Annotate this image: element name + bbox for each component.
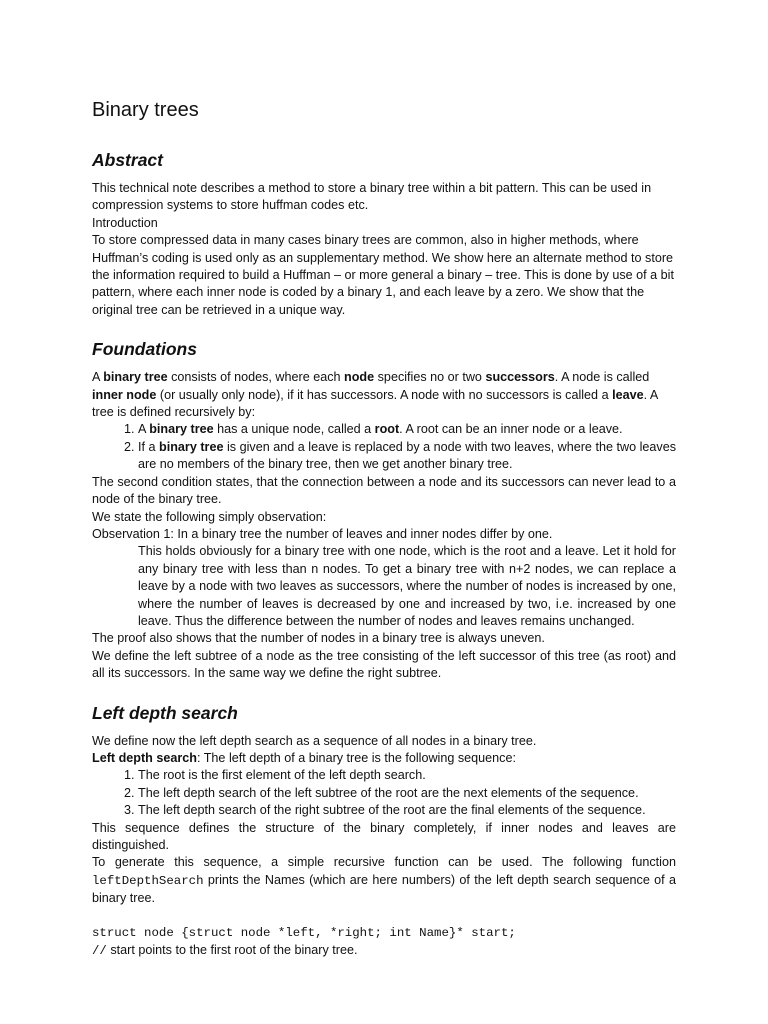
abstract-heading: Abstract	[92, 150, 163, 170]
observation-proof: This holds obviously for a binary tree with one node, which is the root and a leave. Let it hold for any binary tree with less than n nodes. To get a binary tree with n+2 nodes, we can replace a leave by a node with two leaves as successors, where the number of nodes is increased by one, where the number of leaves is decreased by one and increased by two, i.e. increased by one leave. Thus the difference between the number of nodes and leaves remains unchanged.	[138, 544, 676, 628]
function-paragraph: To generate this sequence, a simple recursive function can be used. The following function leftDepthSearch prints the Names (which are here numbers) of the left depth search sequence of a binary tree.	[92, 855, 676, 906]
left-depth-intro: We define now the left depth search as a sequence of all nodes in a binary tree.	[92, 733, 537, 748]
second-condition-paragraph: The second condition states, that the connection between a node and its successors can never lead to a node of the binary tree.	[92, 474, 676, 507]
subtree-definition: We define the left subtree of a node as the tree consisting of the left successor of this tree (as root) and all its successors. In the same way we define the right subtree.	[92, 648, 676, 681]
list-item: 2. If a binary tree is given and a leave is replaced by a node with two leaves, where the two leaves are no members of the binary tree, then we get another binary tree.	[138, 439, 676, 474]
foundations-section	[92, 369, 676, 682]
document-title: Binary trees	[92, 99, 199, 121]
left-depth-heading: Left depth search	[92, 702, 238, 723]
sequence-paragraph: This sequence defines the structure of the binary completely, if inner nodes and leaves are distinguished.	[92, 820, 676, 852]
left-depth-list	[92, 767, 676, 819]
left-depth-section	[92, 733, 676, 961]
list-item: 2. The left depth search of the left subtree of the root are the next elements of the sequence.	[138, 785, 676, 802]
binary-tree-definition: A binary tree consists of nodes, where each node specifies no or two successors. A node is called inner node (or usually only node), if it has successors. A node with no successors is called a leave. A tree is defined recursively by:	[92, 370, 658, 420]
abstract-section	[92, 180, 676, 319]
proof-note: The proof also shows that the number of nodes in a binary tree is always uneven.	[92, 631, 545, 646]
tree-definition-list	[92, 421, 676, 473]
introduction-paragraph: To store compressed data in many cases binary trees are common, also in higher methods, where Huffman’s coding is used only as an supplementary method. We show here an alternate method to store the information required to build a Huffman – or more general a binary – tree. This is done by use of a bit pattern, where each inner node is coded by a binary 1, and each leave by a zero. We show that the original tree can be retrieved in a unique way.	[92, 233, 674, 317]
list-item: 1. A binary tree has a unique node, called a root. A root can be an inner node or a leave.	[138, 421, 676, 438]
observation-intro: We state the following simply observation:	[92, 509, 327, 524]
left-depth-definition: Left depth search: The left depth of a binary tree is the following sequence:	[92, 750, 516, 765]
function-name-code: leftDepthSearch	[92, 873, 204, 888]
abstract-paragraph: This technical note describes a method to store a binary tree within a bit pattern. This can be used in compression systems to store huffman codes etc.	[92, 181, 652, 213]
code-line-comment: // start points to the first root of the binary tree.	[92, 943, 358, 959]
introduction-label: Introduction	[92, 215, 158, 230]
foundations-heading: Foundations	[92, 339, 197, 360]
observation-1: Observation 1: In a binary tree the number of leaves and inner nodes differ by one.	[92, 526, 553, 541]
code-line-struct: struct node {struct node *left, *right; int Name}* start;	[92, 925, 516, 940]
list-item: 3. The left depth search of the right subtree of the root are the final elements of the sequence.	[138, 802, 676, 819]
list-item: 1. The root is the first element of the left depth search.	[138, 767, 676, 784]
